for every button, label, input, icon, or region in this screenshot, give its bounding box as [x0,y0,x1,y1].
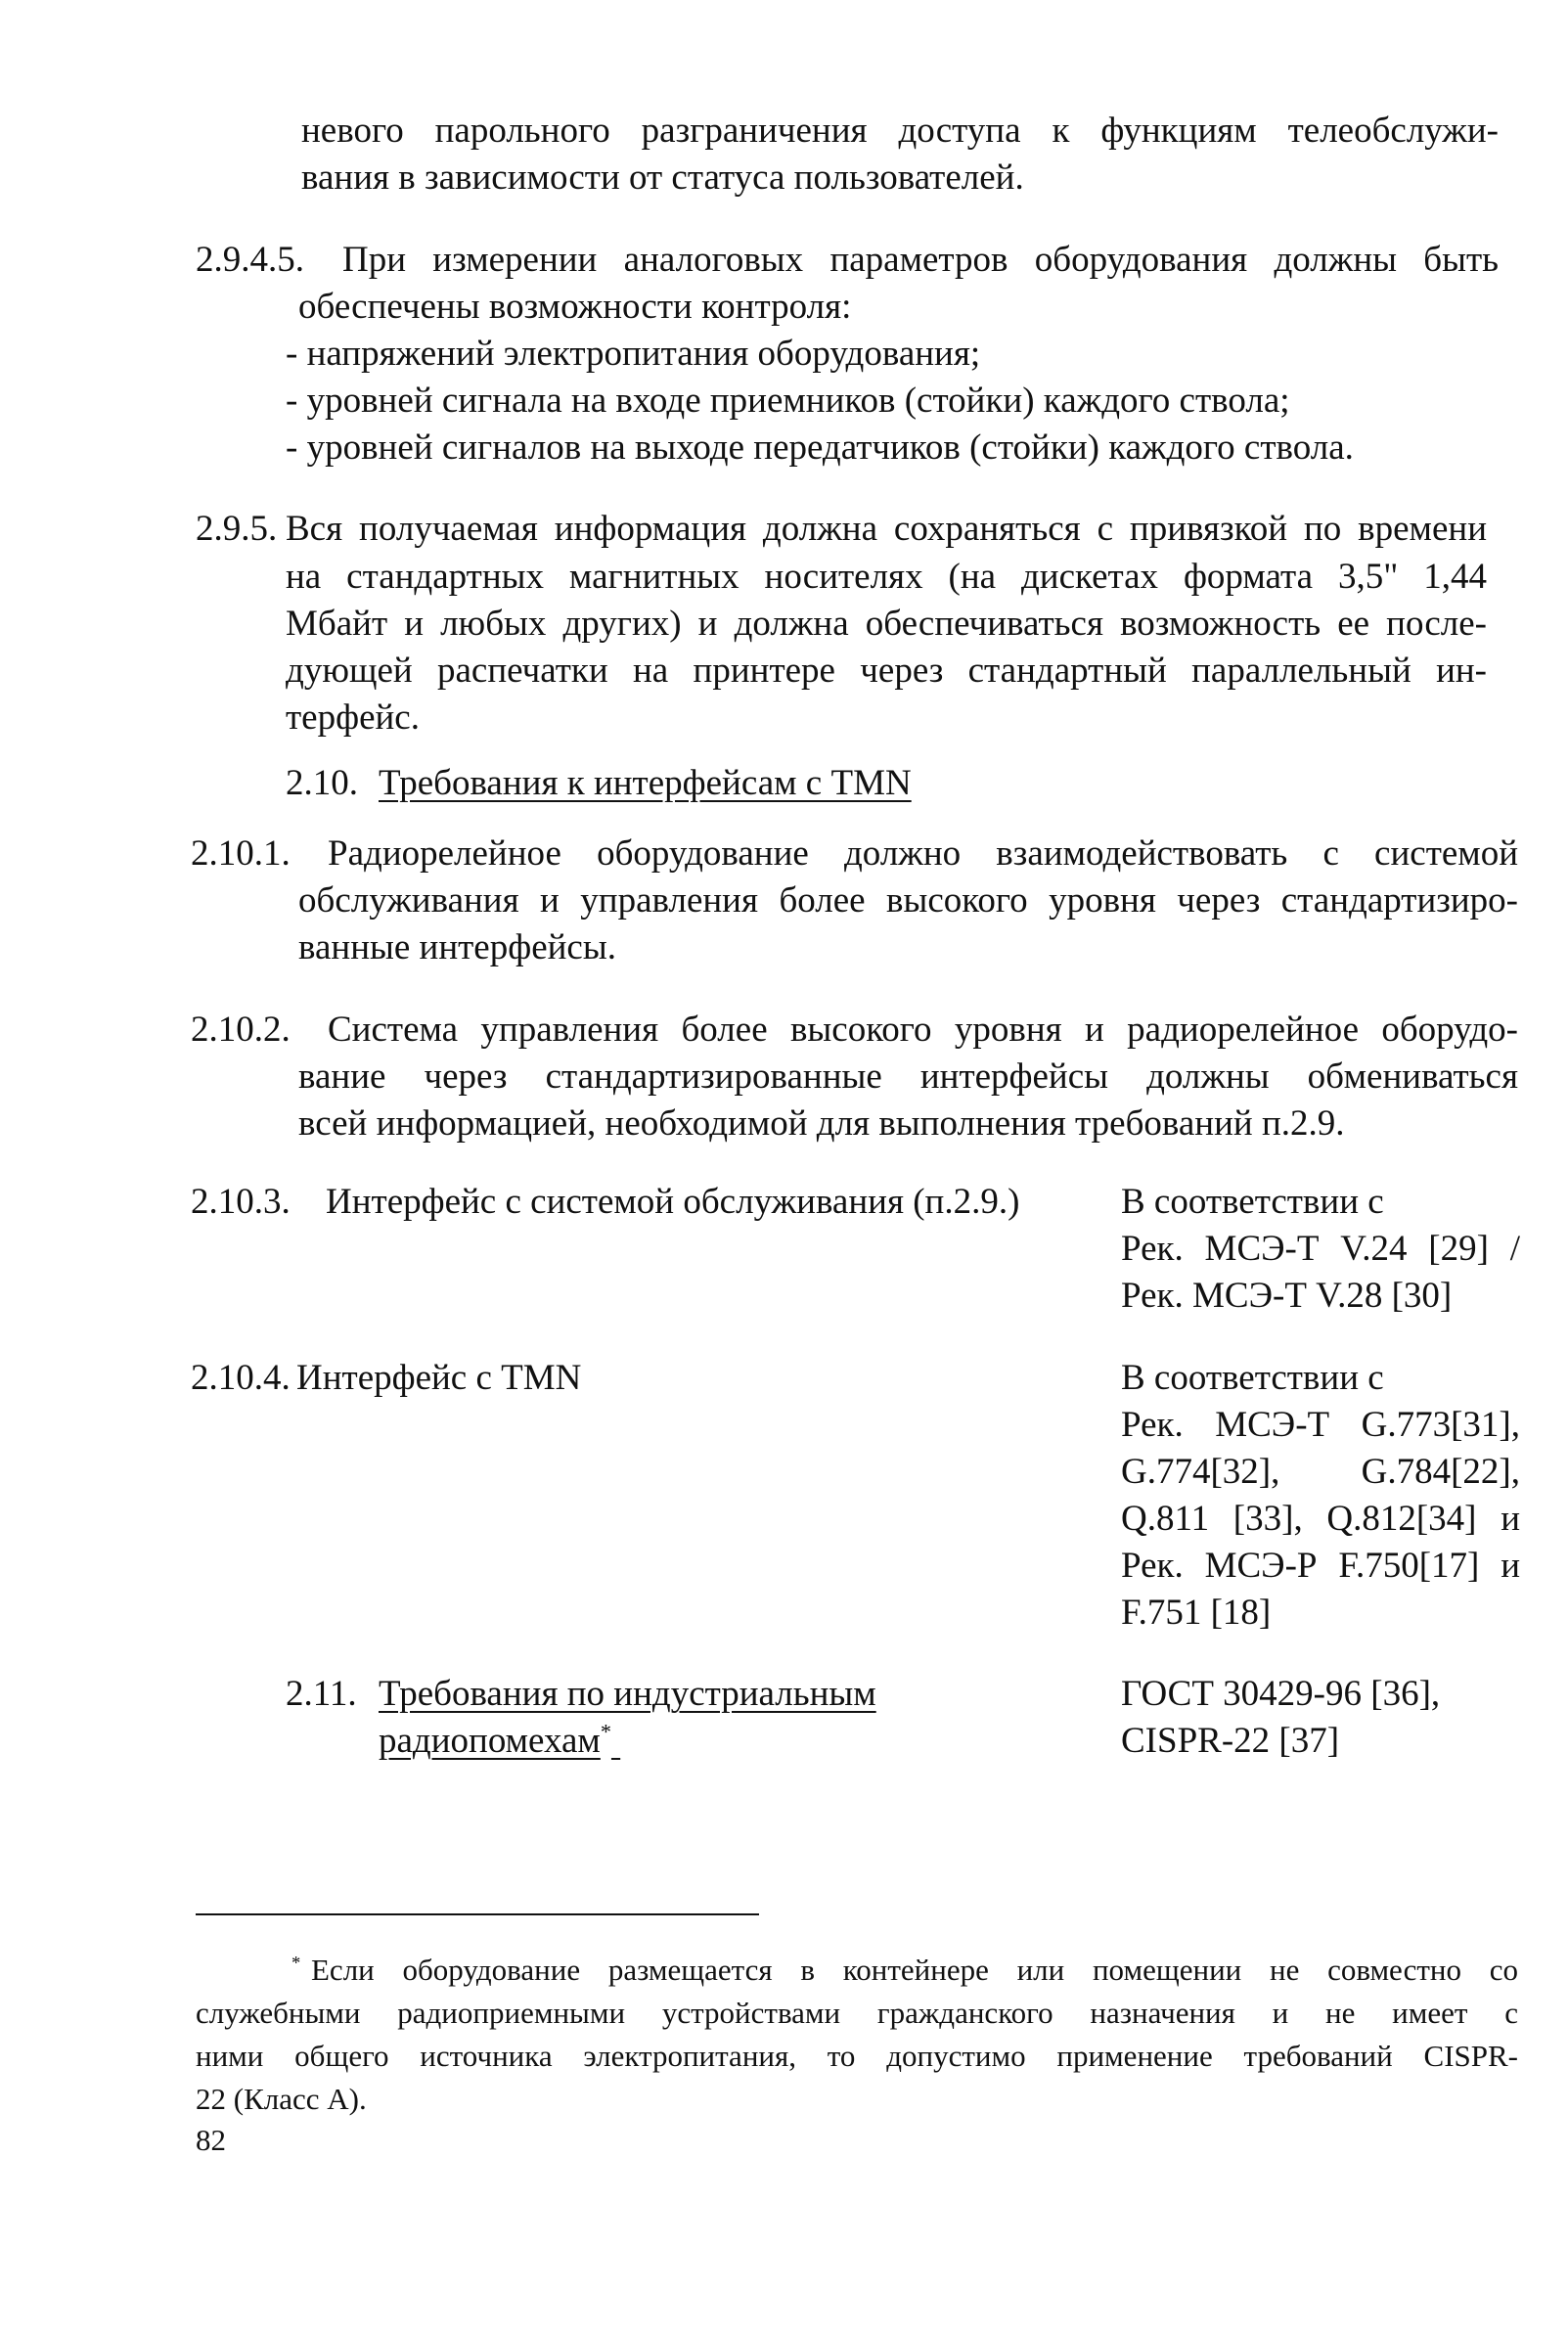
section-number: 2.9.5. [196,509,278,549]
requirement-label: Интерфейс с TMN [296,1358,582,1398]
paragraph-line: на стандартных магнитных носителях (на дискетах формата 3,5" 1,44 [286,557,1487,597]
footnote-rule [196,1913,759,1915]
list-item: - уровней сигнала на входе приемников (стойки) каждого ствола; [286,381,1290,421]
paragraph-line: Система управления более высокого уровня и радиорелейное оборудо- [328,1010,1518,1050]
footnote-marker: * [600,1719,611,1744]
section-number: 2.10.3. [191,1182,291,1222]
footnote-marker: * [291,1953,301,1974]
section-heading: Требования по индустриальным [379,1674,876,1714]
page-number: 82 [196,2123,226,2157]
paragraph-line: Вся получаемая информация должна сохраняться с привязкой по времени [286,509,1487,549]
paragraph-line: вания в зависимости от статуса пользователей. [301,157,1024,198]
paragraph-line: Радиорелейное оборудование должно взаимодействовать с системой [328,833,1518,874]
requirement-reference: F.751 [18] [1121,1593,1272,1633]
footnote-line: ними общего источника электропитания, то допустимо применение требований CISPR- [196,2039,1518,2073]
section-number: 2.10.2. [191,1010,291,1050]
requirement-reference: G.774[32], G.784[22], [1121,1452,1520,1492]
footnote-line: служебными радиоприемными устройствами гражданского назначения и не имеет с [196,1996,1518,2030]
paragraph-line: ванные интерфейсы. [298,927,616,967]
paragraph-line: терфейс. [286,697,420,738]
paragraph-line: невого парольного разграничения доступа к функциям телеобслужи- [301,111,1499,151]
paragraph-line: обеспечены возможности контроля: [298,287,852,327]
section-number: 2.10.4. [191,1358,291,1398]
requirement-reference: ГОСТ 30429-96 [36], [1121,1674,1441,1714]
requirement-label: Интерфейс с системой обслуживания (п.2.9.) [326,1182,1020,1222]
footnote-line: 22 (Класс А). [196,2082,367,2116]
section-heading: Требования к интерфейсам с TMN [379,763,912,803]
section-number: 2.10.1. [191,833,291,874]
list-item: - уровней сигналов на выходе передатчиков (стойки) каждого ствола. [286,427,1354,468]
paragraph-line: вание через стандартизированные интерфейсы должны обмениваться [298,1056,1518,1097]
list-item: - напряжений электропитания оборудования; [286,334,981,374]
footnote-line: Если оборудование размещается в контейнере или помещении не совместно со [311,1953,1518,1987]
section-number: 2.11. [286,1674,357,1714]
underline-tail [611,1718,625,1765]
section-heading-line2 [379,1718,625,1765]
paragraph-line: дующей распечатки на принтере через стандартный параллельный ин- [286,651,1487,691]
paragraph-line: всей информацией, необходимой для выполнения требований п.2.9. [298,1103,1345,1144]
requirement-reference: Рек. МСЭ-Т G.773[31], [1121,1405,1520,1445]
section-number: 2.10. [286,763,358,803]
requirement-reference: Рек. МСЭ-Т V.24 [29] / [1121,1229,1520,1269]
requirement-reference: В соответствии с [1121,1182,1384,1222]
section-number: 2.9.4.5. [196,240,304,280]
requirement-reference: В соответствии с [1121,1358,1384,1398]
paragraph-line: При измерении аналоговых параметров оборудования должны быть [342,240,1499,280]
paragraph-line: обслуживания и управления более высокого уровня через стандартизиро- [298,880,1518,921]
section-heading: радиопомехам [379,1721,601,1761]
requirement-reference: Рек. МСЭ-Р F.750[17] и [1121,1546,1520,1586]
paragraph-line: Мбайт и любых других) и должна обеспечиваться возможность ее после- [286,604,1487,644]
requirement-reference: CISPR-22 [37] [1121,1721,1340,1761]
requirement-reference: Рек. МСЭ-Т V.28 [30] [1121,1276,1453,1316]
requirement-reference: Q.811 [33], Q.812[34] и [1121,1499,1520,1539]
